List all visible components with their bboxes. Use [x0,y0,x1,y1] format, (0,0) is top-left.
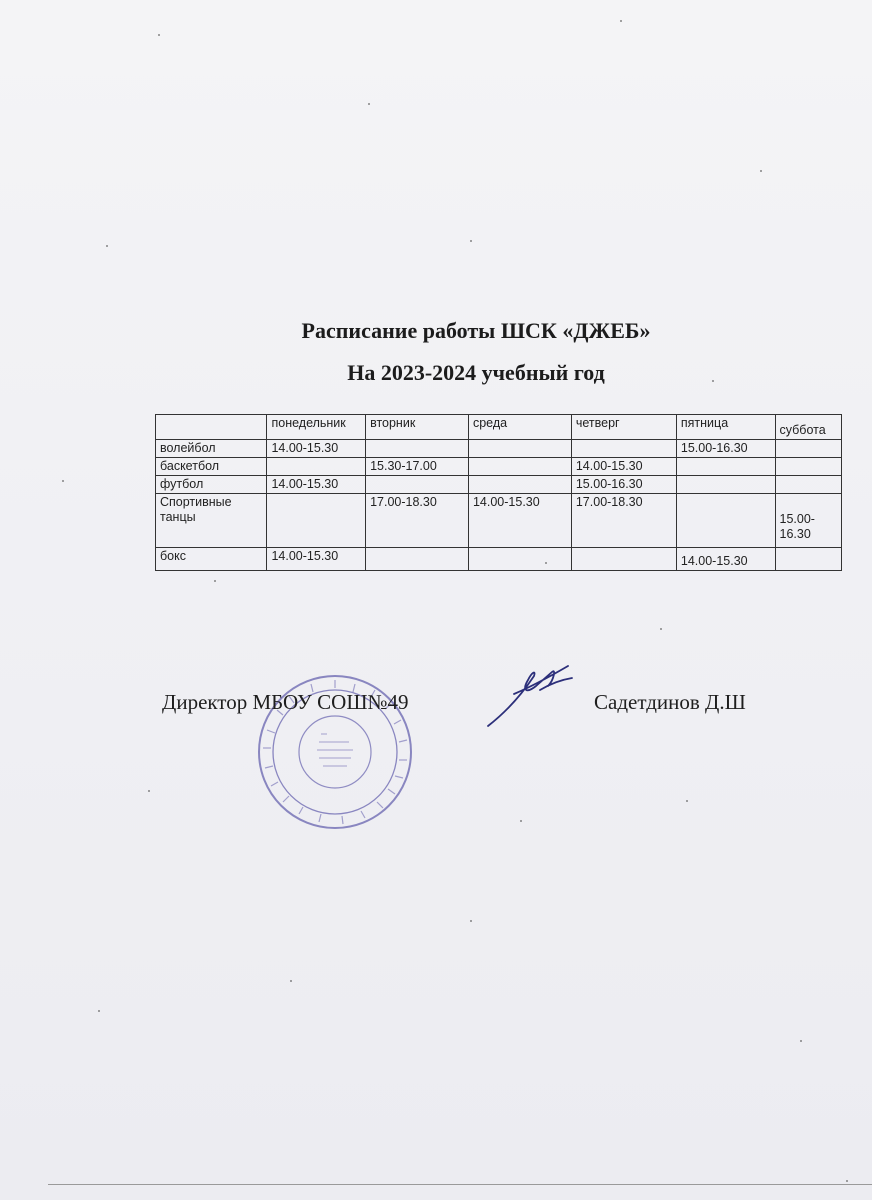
header-cell-monday: понедельник [267,415,366,440]
table-cell [267,458,366,476]
scan-speck [760,170,762,172]
scan-speck [470,920,472,922]
table-row [156,458,842,476]
document-subtitle: На 2023-2024 учебный год [347,360,605,385]
table-row [156,548,842,571]
row-label: баскетбол [156,458,267,476]
table-cell: 14.00-15.30 [267,440,366,458]
table-cell [468,458,571,476]
scan-speck [62,480,64,482]
table-cell: 15.00-16.30 [571,476,676,494]
scan-speck [470,240,472,242]
table-cell [468,548,571,571]
header-cell [156,415,267,440]
scan-speck [98,1010,100,1012]
scan-speck [214,580,216,582]
table-cell: 14.00-15.30 [267,476,366,494]
table-cell [366,476,469,494]
header-cell-friday: пятница [676,415,775,440]
row-label: бокс [156,548,267,571]
row-label: футбол [156,476,267,494]
table-cell [366,440,469,458]
table-cell: 17.00-18.30 [366,494,469,548]
table-cell [676,476,775,494]
table-cell [366,548,469,571]
scan-speck [846,1180,848,1182]
header-cell-tuesday: вторник [366,415,469,440]
scan-speck [686,800,688,802]
table-cell [267,494,366,548]
header-cell-wednesday: среда [468,415,571,440]
scan-speck [800,1040,802,1042]
signer-name: Садетдинов Д.Ш [594,690,746,714]
table-cell [676,458,775,476]
row-label: волейбол [156,440,267,458]
row-label: Спортивные танцы [156,494,267,548]
table-cell [676,494,775,548]
table-row [156,494,842,548]
table-cell: 14.00-15.30 [267,548,366,571]
table-cell [775,458,842,476]
table-cell [571,548,676,571]
table-cell: 15.30-17.00 [366,458,469,476]
table-cell [468,476,571,494]
table-cell: 15.00-16.30 [775,494,842,548]
scan-speck [106,245,108,247]
table-cell: 17.00-18.30 [571,494,676,548]
table-cell [571,440,676,458]
schedule-table [155,414,842,571]
table-cell: 14.00-15.30 [468,494,571,548]
table-row [156,440,842,458]
scan-speck [290,980,292,982]
table-header-row [156,415,842,440]
table-cell [468,440,571,458]
table-cell: 15.00-16.30 [676,440,775,458]
table-cell: 14.00-15.30 [676,548,775,571]
document-title: Расписание работы ШСК «ДЖЕБ» [301,318,651,343]
table-row [156,476,842,494]
scan-speck [368,103,370,105]
scan-speck [660,628,662,630]
header-cell-saturday: суббота [775,415,842,440]
table-cell [775,548,842,571]
scan-speck [148,790,150,792]
table-cell [775,476,842,494]
header-cell-thursday: четверг [571,415,676,440]
director-signature [478,650,578,730]
director-label: Директор МБОУ СОШ№49 [162,690,409,714]
scan-speck [520,820,522,822]
scan-speck [620,20,622,22]
scan-speck [158,34,160,36]
scan-edge-line [48,1184,872,1185]
table-cell [775,440,842,458]
table-cell: 14.00-15.30 [571,458,676,476]
